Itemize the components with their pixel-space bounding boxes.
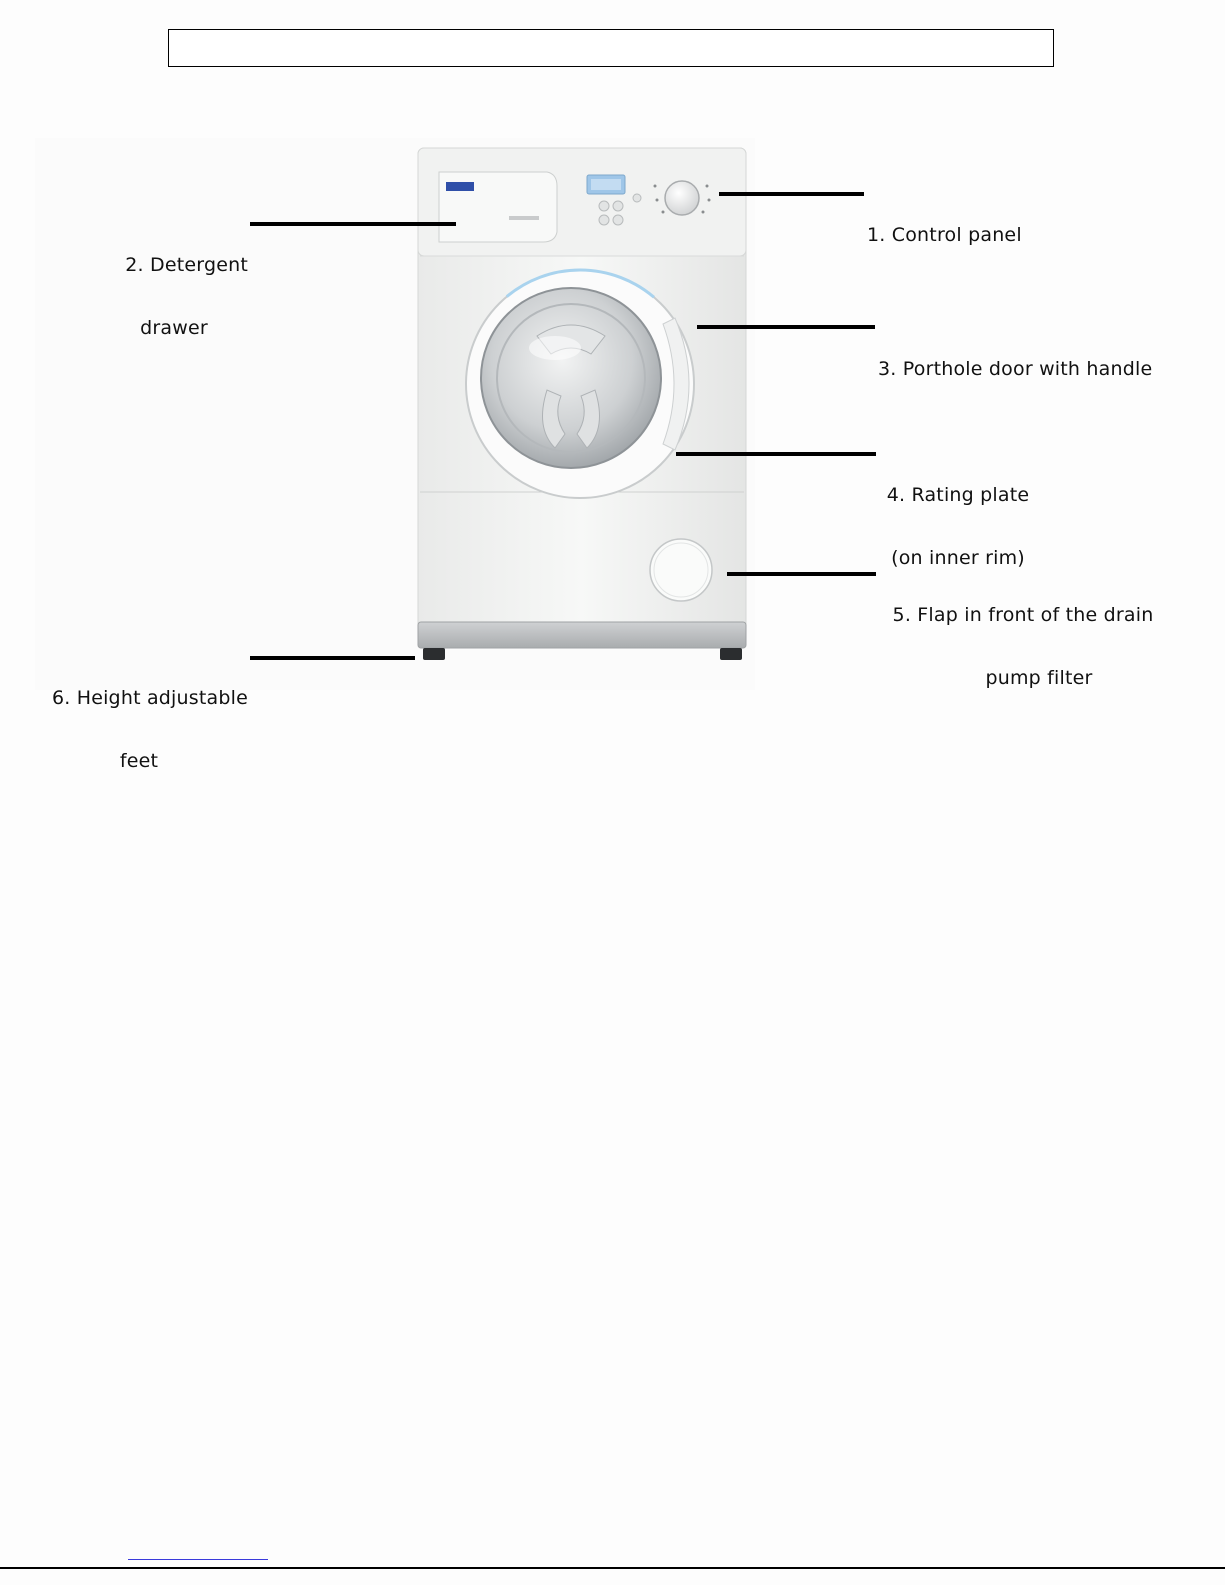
callout-drain-flap-line1: 5. Flap in front of the drain xyxy=(892,604,1154,626)
leader-line-control-panel xyxy=(719,192,864,196)
page-title-box xyxy=(168,29,1054,67)
drain-flap-graphic xyxy=(650,539,712,601)
callout-detergent-drawer xyxy=(100,213,248,360)
callout-rating-plate-line1: 4. Rating plate xyxy=(886,484,1030,506)
callout-feet-line1: 6. Height adjustable xyxy=(51,687,248,709)
callout-control-panel xyxy=(867,183,1022,267)
callout-rating-plate-line2: (on inner rim) xyxy=(891,547,1025,569)
callout-porthole-door xyxy=(878,317,1152,401)
callout-detergent-drawer-line2: drawer xyxy=(140,317,208,339)
callout-control-panel-text: 1. Control panel xyxy=(867,224,1022,246)
leader-line-porthole-door xyxy=(697,325,875,329)
detergent-drawer-graphic xyxy=(439,172,557,242)
callout-feet xyxy=(30,646,248,793)
leader-line-feet xyxy=(250,656,415,660)
callout-drain-flap xyxy=(878,563,1168,710)
callout-drain-flap-line2: pump filter xyxy=(985,667,1093,689)
leader-line-rating-plate xyxy=(676,452,876,456)
callout-porthole-door-text: 3. Porthole door with handle xyxy=(878,358,1153,380)
footer-link-underline[interactable] xyxy=(128,1559,268,1560)
footer-divider xyxy=(0,1567,1225,1569)
callout-feet-line2: feet xyxy=(119,750,159,772)
leader-line-drain-flap xyxy=(727,572,876,576)
callout-detergent-drawer-line1: 2. Detergent xyxy=(125,254,248,276)
leader-line-detergent-drawer xyxy=(250,222,456,226)
